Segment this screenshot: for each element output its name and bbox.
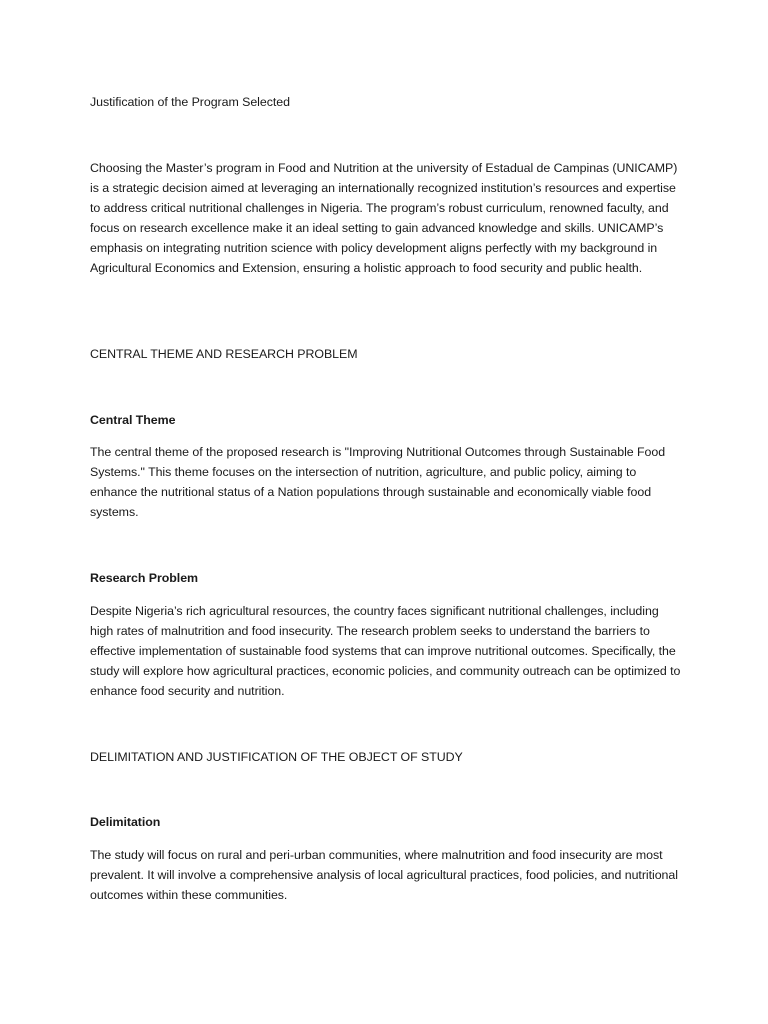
intro-paragraph: Choosing the Master’s program in Food and Nutrition at the university of Estadual de Campinas (UNICAMP) is a strategic decision aimed at leveraging an internationally recognized institution’s resources and expertise to address critical nutritional challenges in Nigeria. The program’s robust curriculum, renowned faculty, and focus on research excellence make it an ideal setting to gain advanced knowledge and skills. UNICAMP’s emphasis on integrating nutrition science with policy development aligns perfectly with my background in Agricultural Economics and Extension, ensuring a holistic approach to food security and public health.: [90, 161, 678, 275]
research-problem-paragraph: Despite Nigeria’s rich agricultural resources, the country faces significant nutritional challenges, including high rates of malnutrition and food insecurity. The research problem seeks to understand the barriers to effective implementation of sustainable food systems that can improve nutritional outcomes. Specifically, the study will explore how agricultural practices, economic policies, and community outreach can be optimized to enhance food security and nutrition.: [90, 604, 681, 698]
central-theme-paragraph: The central theme of the proposed research is "Improving Nutritional Outcomes through Sustainable Food Systems." This theme focuses on the intersection of nutrition, agriculture, and public policy, aiming to enhance the nutritional status of a Nation populations through sustainable and economically viable food systems.: [90, 445, 666, 519]
central-theme-heading: Central Theme: [90, 413, 176, 427]
section-heading-central-theme-research-problem: CENTRAL THEME AND RESEARCH PROBLEM: [90, 347, 358, 361]
delimitation-paragraph: The study will focus on rural and peri-urban communities, where malnutrition and food insecurity are most prevalent. It will involve a comprehensive analysis of local agricultural practices, food policies, and nutritional outcomes within these communities.: [90, 848, 678, 902]
section-heading-delimitation-justification: DELIMITATION AND JUSTIFICATION OF THE OBJECT OF STUDY: [90, 750, 463, 764]
delimitation-heading: Delimitation: [90, 815, 161, 829]
research-problem-heading: Research Problem: [90, 571, 199, 585]
document-title: Justification of the Program Selected: [90, 95, 290, 109]
